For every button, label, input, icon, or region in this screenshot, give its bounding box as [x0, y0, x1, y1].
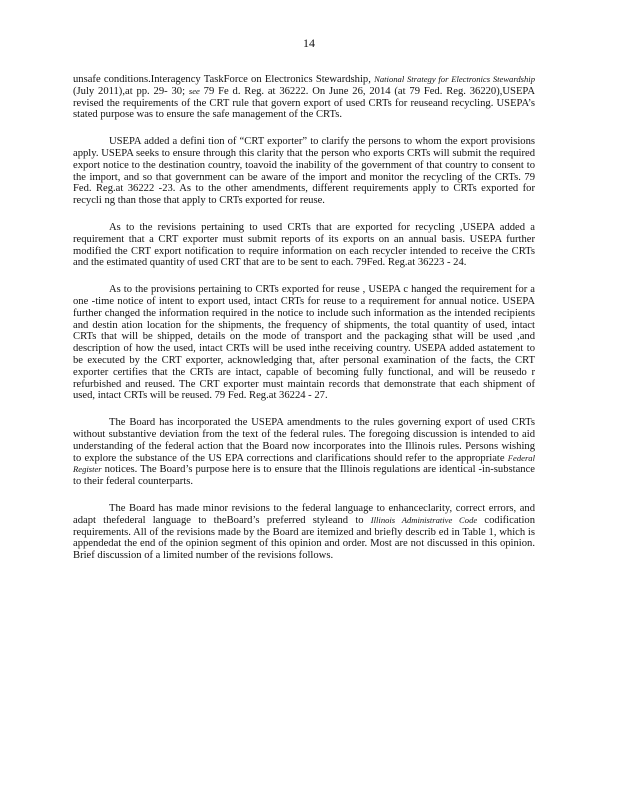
text-run: codification requirements. All of the revisions made by the Board are itemized and briefly describ ed in Table 1, which is appendedat the end of the opinion segment of this opinion and order. Most are not discussed in this opinion. Brief discussion of a limited number of the revisions follows. — [73, 514, 536, 562]
paragraph-1 — [73, 74, 535, 121]
page-number: 14 — [303, 36, 315, 50]
text-run: The Board has made minor revisions to the federal language to enhanceclarity, correct errors, and adapt thefederal language to theBoard’s preferred styleand to — [73, 502, 535, 526]
text-run: (July 2011),at pp. 29- 30; — [73, 85, 189, 97]
text-run: notices. The Board’s purpose here is to ensure that the Illinois regulations are identical -in-substance to their federal counterparts. — [73, 464, 535, 488]
text-run: 79 Fe d. Reg. at 36222. On June 26, 2014 (at 79 Fed. Reg. 36220),USEPA revised the requirements of the CRT rule that govern export of used CRTs for reuseand recycling. USEPA’s stated purpose was to ensure the safe management of the CRTs. — [73, 85, 535, 121]
text-run: As to the revisions pertaining to used CRTs that are exported for recycling ,USEPA added a requirement that a CRT exporter must submit reports of its exports on an annual basis. USEPA further modified the CRT export notification to require information on each recycler intended to receive the CRTs and the estimated quantity of used CRT that are to be sent to each. 79Fed. Reg.at 36223 - 24. — [73, 221, 535, 269]
body-text — [73, 74, 535, 577]
paragraph-6 — [73, 503, 535, 562]
paragraph-5 — [73, 417, 535, 488]
paragraph-2 — [73, 136, 535, 207]
text-run: As to the provisions pertaining to CRTs exported for reuse , USEPA c hanged the requirement for a one -time notice of intent to export used, intact CRTs for reuse to a requirement for annual notice. USEPA further changed the information required in the notice to include such information as the intended recipients and destin ation location for the shipments, the frequency of shipments, the total quantity of used, intact CRTs that will be shipped, details on the mode of transport and the packaging sthat will be used ,and description of how the used, intact CRTs will be used inthe receiving country. USEPA added astatement to be executed by the CRT exporter, acknowledging that, after personal examination of the facts, the CRT exporter certifies that the CRTs are intact, capable of becoming fully functional, and will be reusedo r refurbished and reused. The CRT exporter must maintain records that demonstrate that each shipment of used, intact CRTs will be reused. 79 Fed. Reg.at 36224 - 27. — [73, 284, 535, 402]
text-run: The Board has incorporated the USEPA amendments to the rules governing export of used CRTs without substantive deviation from the text of the federal rules. The foregoing discussion is intended to aid understanding of the federal action that the Board now incorporates into the Illinois rules. Persons wishing to explore the substance of the US EPA corrections and clarifications should refer to the appropriate — [73, 417, 535, 464]
text-run: USEPA added a defini tion of “CRT exporter” to clarify the persons to whom the export provisions apply. USEPA seeks to ensure through this clarity that the person who exports CRTs will submit the required export notice to the destination country, toavoid the inability of the government of that country to consent to the import, and so that government can be aware of the import and monitor the recycling of the CRTs. 79 Fed. Reg.at 36222 -23. As to the other amendments, different requirements apply to CRTs exported for recycli ng than those that apply to CRTs exported for reuse. — [73, 136, 535, 207]
italic-title-run: National Strategy for Electronics Stewardship — [374, 74, 535, 84]
italic-signal-run: see — [188, 85, 200, 96]
text-run: unsafe conditions.Interagency TaskForce on Electronics Stewardship, — [73, 74, 375, 85]
italic-code-title-run: Illinois Administrative Code — [370, 514, 478, 525]
paragraph-4 — [73, 284, 535, 402]
paragraph-3 — [73, 222, 535, 269]
italic-federal-register-run: Federal Register — [73, 452, 535, 475]
